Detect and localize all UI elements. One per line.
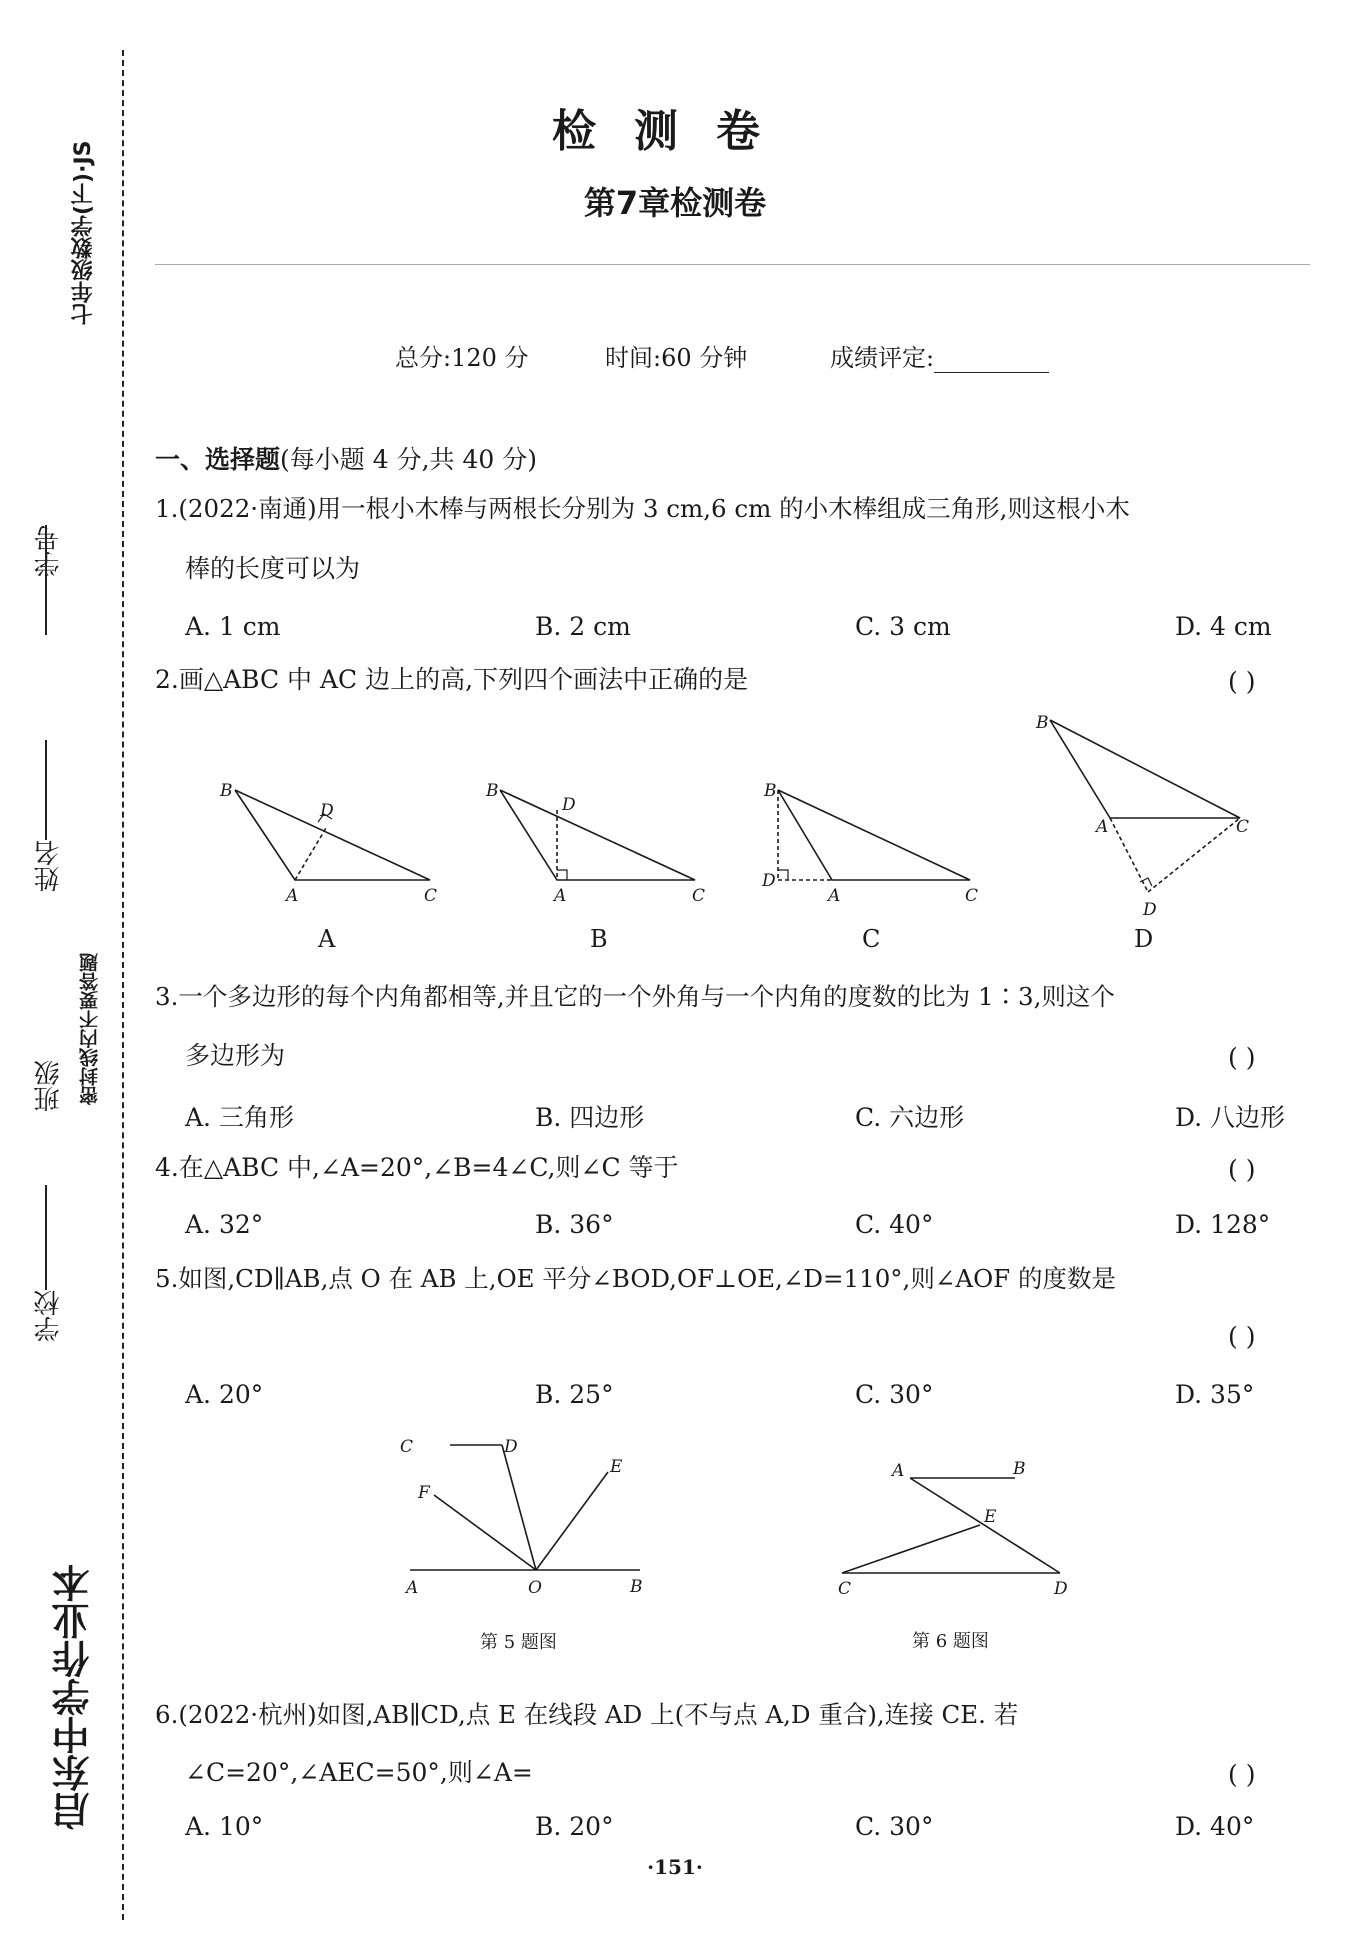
question-6-line-1: 6.(2022·杭州)如图,AB∥CD,点 E 在线段 AD 上(不与点 A,D 重合),连接 CE. 若 — [155, 1700, 1019, 1729]
fig-b-label-c: C — [692, 886, 706, 906]
margin-field-name — [30, 840, 67, 892]
q6-option-b[interactable]: B. 20° — [535, 1812, 614, 1841]
q5-option-a[interactable]: A. 20° — [185, 1380, 264, 1409]
q4-option-b[interactable]: B. 36° — [535, 1210, 614, 1239]
q5-option-c[interactable]: C. 30° — [855, 1380, 934, 1409]
fig-c-label-d: D — [762, 871, 776, 891]
q3-option-c[interactable]: C. 六边形 — [855, 1103, 965, 1132]
page-title: 检测卷 — [552, 106, 798, 157]
grade-label: 成绩评定: — [830, 344, 935, 372]
q4-option-d[interactable]: D. 128° — [1175, 1210, 1271, 1239]
q6-figure-caption: 第 6 题图 — [912, 1631, 989, 1652]
q6-answer-paren[interactable]: ( ) — [1228, 1760, 1256, 1789]
fig-d-label-c: C — [1236, 817, 1250, 837]
fig-a-label-c: C — [424, 886, 438, 906]
fig5-label-a: A — [406, 1578, 419, 1598]
fig6-label-c: C — [838, 1579, 852, 1599]
fig5-label-o: O — [528, 1578, 542, 1598]
fig-b-label-a: A — [554, 886, 567, 906]
fig6-label-d: D — [1054, 1579, 1068, 1599]
question-5-text: 5.如图,CD∥AB,点 O 在 AB 上,OE 平分∠BOD,OF⊥OE,∠D=110°,则∠AOF 的度数是 — [155, 1264, 1116, 1293]
field-label: 学校 — [34, 1290, 64, 1342]
fig-b-label-b: B — [486, 781, 499, 801]
margin-field-student-number — [30, 525, 67, 577]
margin-field-student-number-blank[interactable] — [45, 525, 47, 635]
field-label: 班级 — [34, 1060, 64, 1112]
fig6-label-b: B — [1013, 1459, 1026, 1479]
q3-option-a[interactable]: A. 三角形 — [185, 1103, 294, 1132]
q2-answer-paren[interactable]: ( ) — [1228, 667, 1256, 696]
total-score: 总分:120 分 — [395, 344, 529, 372]
question-1-line-2: 棒的长度可以为 — [185, 554, 361, 583]
fig6-label-a: A — [892, 1461, 905, 1481]
question-4-text: 4.在△ABC 中,∠A=20°,∠B=4∠C,则∠C 等于 — [155, 1153, 679, 1182]
fig-a-label-a: A — [286, 886, 299, 906]
q5-figure-caption: 第 5 题图 — [480, 1632, 557, 1653]
fig-d-label-a: A — [1096, 817, 1109, 837]
question-1-line-1: 1.(2022·南通)用一根小木棒与两根长分别为 3 cm,6 cm 的小木棒组成三角形,则这根小木 — [155, 494, 1130, 523]
q3-option-b[interactable]: B. 四边形 — [535, 1103, 645, 1132]
question-3-line-2: 多边形为 — [185, 1041, 286, 1070]
q1-option-b[interactable]: B. 2 cm — [535, 612, 631, 641]
fig-c-label-c: C — [965, 886, 979, 906]
q2-caption-d: D — [1134, 925, 1154, 953]
q5-q6-figures — [390, 1430, 1090, 1600]
margin-seal-note: 密封线内不要答题 — [79, 953, 101, 1105]
section-heading — [155, 440, 537, 476]
margin-field-class — [30, 1060, 67, 1112]
q5-option-b[interactable]: B. 25° — [535, 1380, 614, 1409]
q4-option-c[interactable]: C. 40° — [855, 1210, 934, 1239]
margin-field-name-blank[interactable] — [45, 740, 47, 840]
fig-a-label-b: B — [220, 781, 233, 801]
margin-field-school — [30, 1290, 67, 1342]
fig-b-label-d: D — [562, 795, 576, 815]
fig5-label-e: E — [610, 1457, 623, 1477]
fig-d-label-b: B — [1036, 713, 1049, 733]
q6-option-a[interactable]: A. 10° — [185, 1812, 264, 1841]
header-divider — [155, 264, 1310, 265]
q2-caption-b: B — [590, 925, 608, 953]
q1-option-d[interactable]: D. 4 cm — [1175, 612, 1272, 641]
q4-answer-paren[interactable]: ( ) — [1228, 1155, 1256, 1184]
page-subtitle: 第7章检测卷 — [583, 184, 767, 222]
fig6-label-e: E — [984, 1507, 997, 1527]
q5-answer-paren[interactable]: ( ) — [1228, 1322, 1256, 1351]
margin-book-title: 七年级数学(下)·JS — [71, 140, 96, 325]
field-label: 学号 — [34, 525, 64, 577]
q3-answer-paren[interactable]: ( ) — [1228, 1043, 1256, 1072]
section-title: 一、选择题 — [155, 445, 281, 474]
page-number: ·151· — [647, 1855, 703, 1879]
section-note: (每小题 4 分,共 40 分) — [280, 445, 537, 474]
binding-dashed-line — [122, 50, 124, 1920]
q2-caption-a: A — [318, 925, 336, 953]
margin-field-school-blank[interactable] — [45, 1185, 47, 1290]
q1-option-c[interactable]: C. 3 cm — [855, 612, 951, 641]
margin-school-notebook: 启东中学作业本 — [52, 1564, 96, 1830]
q1-option-a[interactable]: A. 1 cm — [185, 612, 281, 641]
time-limit: 时间:60 分钟 — [605, 344, 748, 372]
fig5-label-d: D — [504, 1437, 518, 1457]
q2-figures — [180, 710, 1290, 920]
grade-field — [830, 338, 1049, 373]
grade-blank[interactable] — [934, 346, 1049, 373]
question-2-text: 2.画△ABC 中 AC 边上的高,下列四个画法中正确的是 — [155, 665, 749, 694]
q6-option-d[interactable]: D. 40° — [1175, 1812, 1255, 1841]
q3-option-d[interactable]: D. 八边形 — [1175, 1103, 1286, 1132]
field-label: 姓名 — [34, 840, 64, 892]
q6-option-c[interactable]: C. 30° — [855, 1812, 934, 1841]
q4-option-a[interactable]: A. 32° — [185, 1210, 264, 1239]
fig-c-label-b: B — [764, 781, 777, 801]
fig5-label-b: B — [630, 1577, 643, 1597]
q2-caption-c: C — [862, 925, 881, 953]
fig-d-label-d: D — [1143, 900, 1157, 920]
fig-a-label-d: D — [320, 801, 334, 821]
question-3-line-1: 3.一个多边形的每个内角都相等,并且它的一个外角与一个内角的度数的比为 1∶3,则这个 — [155, 982, 1115, 1011]
question-6-line-2: ∠C=20°,∠AEC=50°,则∠A= — [185, 1758, 533, 1787]
fig5-label-c: C — [400, 1437, 414, 1457]
fig-c-label-a: A — [828, 886, 841, 906]
q5-option-d[interactable]: D. 35° — [1175, 1380, 1255, 1409]
fig5-label-f: F — [418, 1483, 430, 1503]
